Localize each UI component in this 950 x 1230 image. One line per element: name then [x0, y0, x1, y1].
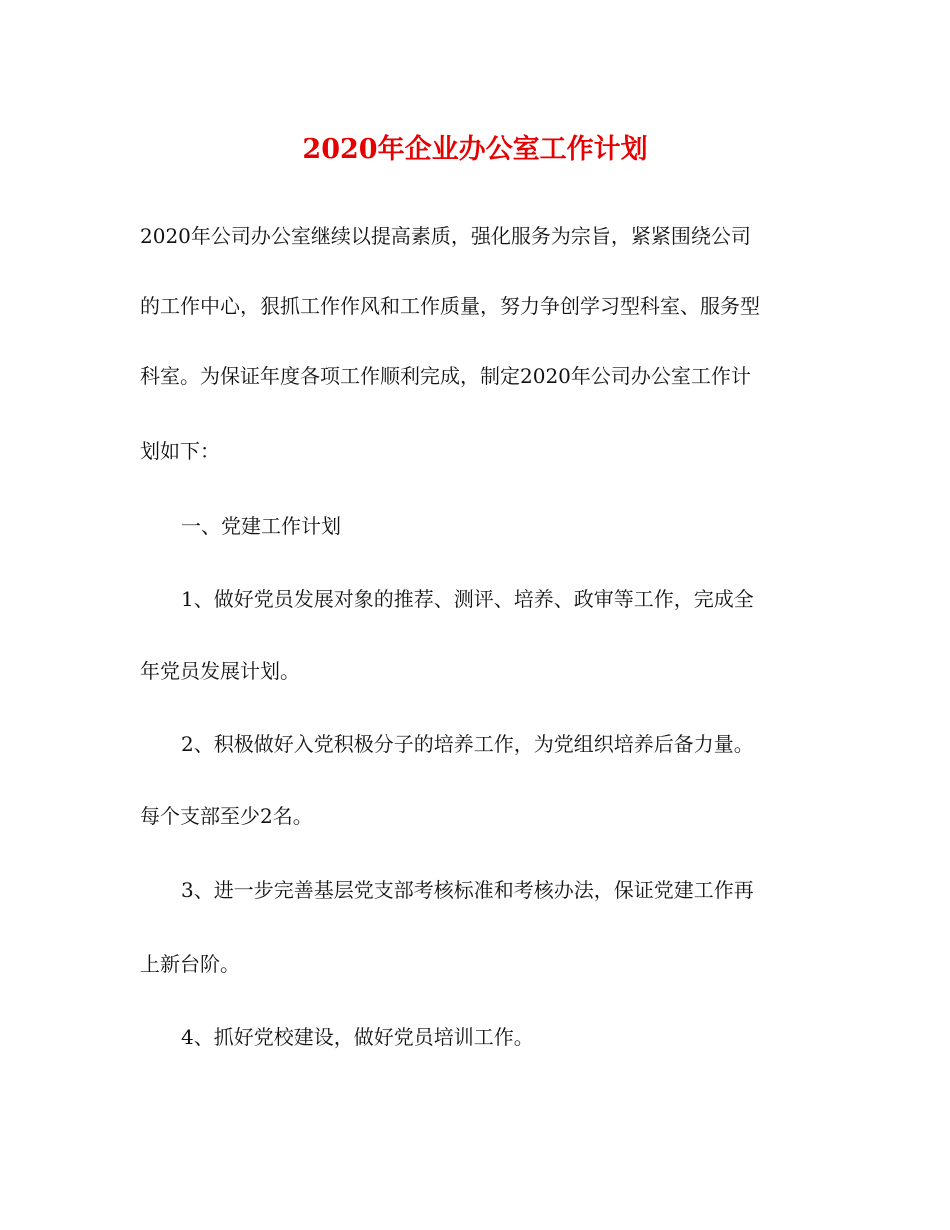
body-line-1: 2020年公司办公室继续以提高素质，强化服务为宗旨，紧紧围绕公司 — [140, 224, 751, 248]
item-1-line-2: 年党员发展计划。 — [140, 659, 300, 683]
body-line-4: 划如下： — [140, 439, 220, 463]
item-3-line-2: 上新台阶。 — [140, 952, 240, 976]
document-title: 2020年企业办公室工作计划 — [302, 134, 648, 165]
body-line-3: 科室。为保证年度各项工作顺利完成，制定2020年公司办公室工作计 — [140, 364, 751, 388]
item-2-line-2: 每个支部至少2名。 — [140, 804, 313, 828]
item-3-line-1: 3、进一步完善基层党支部考核标准和考核办法，保证党建工作再 — [181, 878, 754, 902]
item-2-line-1: 2、积极做好入党积极分子的培养工作，为党组织培养后备力量。 — [181, 732, 754, 756]
body-line-2: 的工作中心，狠抓工作作风和工作质量，努力争创学习型科室、服务型 — [140, 294, 760, 318]
item-4-line-1: 4、抓好党校建设，做好党员培训工作。 — [181, 1025, 534, 1049]
item-1-line-1: 1、做好党员发展对象的推荐、测评、培养、政审等工作，完成全 — [181, 587, 754, 611]
section-heading-party-building: 一、党建工作计划 — [181, 514, 341, 538]
